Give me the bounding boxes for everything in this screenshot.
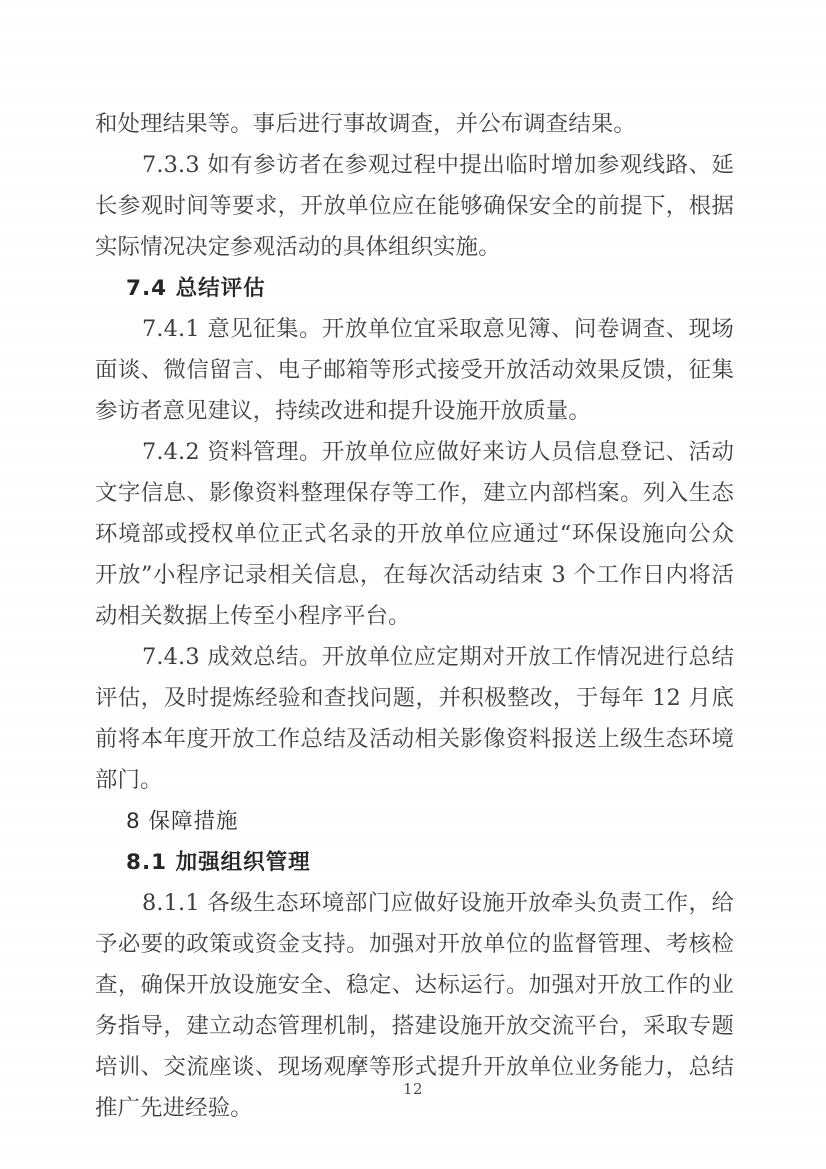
paragraph-7-4-1: 7.4.1 意见征集。开放单位宜采取意见簿、问卷调查、现场面谈、微信留言、电子邮箱等形式接受开放活动效果反馈，征集参访者意见建议，持续改进和提升设施开放质量。 [95, 316, 734, 424]
heading-8-safeguard-measures: 8 保障措施 [126, 809, 239, 834]
paragraph-7-4-2: 7.4.2 资料管理。开放单位应做好来访人员信息登记、活动文字信息、影像资料整理保存等工作，建立内部档案。列入生态环境部或授权单位正式名录的开放单位应通过“环保设施向公众开放”小程序记录相关信息，在每次活动结束 3 个工作日内将活动相关数据上传至小程序平台。 [95, 439, 734, 629]
heading-8-1-strengthen-organizational-management: 8.1 加强组织管理 [126, 850, 311, 875]
page-number-footer: 12 [402, 1080, 424, 1098]
paragraph-8-1-1: 8.1.1 各级生态环境部门应做好设施开放牵头负责工作，给予必要的政策或资金支持。加强对开放单位的监督管理、考核检查，确保开放设施安全、稳定、达标运行。加强对开放工作的业务指导，建立动态管理机制，搭建设施开放交流平台，采取专题培训、交流座谈、现场观摩等形式提升开放单位业务能力，总结推广先进经验。 [95, 890, 734, 1121]
page-body-text [95, 104, 734, 1129]
heading-7-4-summary-evaluation: 7.4 总结评估 [126, 276, 266, 301]
paragraph-7-4-3: 7.4.3 成效总结。开放单位应定期对开放工作情况进行总结评估，及时提炼经验和查找问题，并积极整改，于每年 12 月底前将本年度开放工作总结及活动相关影像资料报送上级生态环境部门。 [95, 644, 734, 793]
paragraph-7-3-3: 7.3.3 如有参访者在参观过程中提出临时增加参观线路、延长参观时间等要求，开放单位应在能够确保安全的前提下，根据实际情况决定参观活动的具体组织实施。 [95, 152, 734, 260]
paragraph-continuation-7-3-2: 和处理结果等。事后进行事故调查，并公布调查结果。 [95, 111, 636, 137]
